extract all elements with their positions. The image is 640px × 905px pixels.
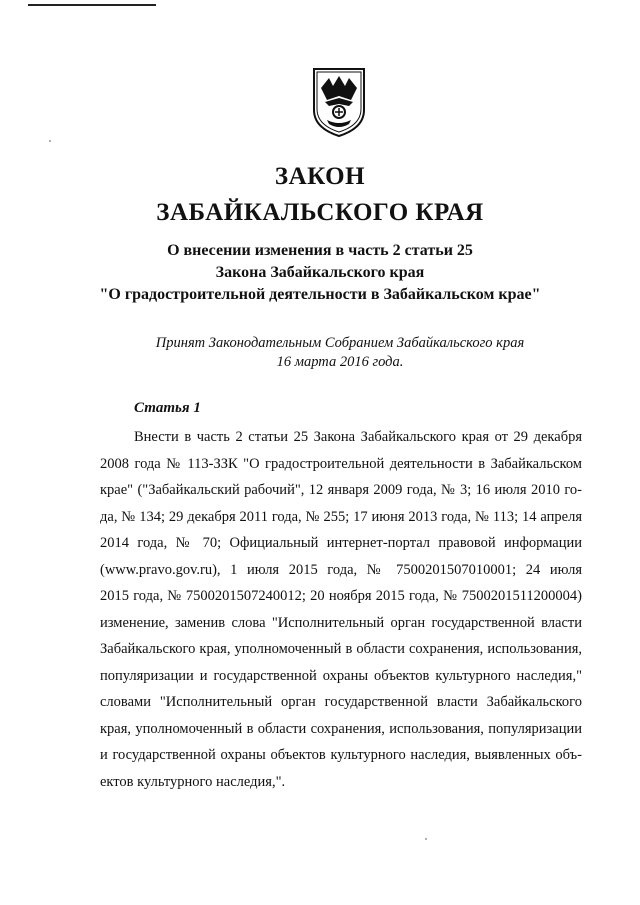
coat-of-arms-icon <box>311 66 367 138</box>
region-title: ЗАБАЙКАЛЬСКОГО КРАЯ <box>156 199 484 226</box>
body-line: ектов культурного наследия,". <box>100 773 286 790</box>
subject-line: Закона Забайкальского края <box>215 264 425 281</box>
scan-speck <box>425 838 427 840</box>
body-line: 2008 года № 113-ЗЗК "О градостроительной деятельности в Забайкальском <box>100 455 582 472</box>
law-subject <box>0 240 640 306</box>
body-line: популяризации и государственной охраны объектов культурного наследия," <box>100 667 582 684</box>
body-line: (www.pravo.gov.ru), 1 июля 2015 года, № 7500201507010001; 24 июля <box>100 561 582 578</box>
body-line: изменение, заменив слова "Исполнительный орган государственной власти <box>100 614 582 631</box>
body-line: Забайкальского края, уполномоченный в области сохранения, использования, <box>100 641 582 657</box>
scan-speck <box>49 140 51 142</box>
top-rule <box>28 4 156 6</box>
body-line: 2015 года, № 7500201507240012; 20 ноября 2015 года, № 7500201511200004) <box>100 588 582 604</box>
body-line: 2014 года, № 70; Официальный интернет-портал правовой информации <box>100 535 582 551</box>
body-line: крае" ("Забайкальский рабочий", 12 января 2009 года, № 3; 16 июля 2010 го- <box>100 482 582 498</box>
article-body <box>100 424 582 795</box>
law-title: ЗАКОН <box>274 163 366 190</box>
body-line: да, № 134; 29 декабря 2011 года, № 255; 17 июня 2013 года, № 113; 14 апреля <box>100 508 582 525</box>
subject-line: "О градостроительной деятельности в Забайкальском крае" <box>99 286 541 303</box>
adoption-line: Принят Законодательным Собранием Забайкальского края <box>155 335 525 351</box>
article-heading: Статья 1 <box>134 400 201 416</box>
adoption-note <box>20 334 640 372</box>
body-line: края, уполномоченный в области сохранения, использования, популяризации <box>100 720 582 737</box>
body-line: Внести в часть 2 статьи 25 Закона Забайкальского края от 29 декабря <box>134 429 582 445</box>
body-line: и государственной охраны объектов культурного наследия, выявленных объ- <box>100 747 582 763</box>
subject-line: О внесении изменения в часть 2 статьи 25 <box>167 242 473 259</box>
adoption-date: 16 марта 2016 года. <box>276 354 404 370</box>
body-line: словами "Исполнительный орган государственной власти Забайкальского <box>100 694 582 710</box>
